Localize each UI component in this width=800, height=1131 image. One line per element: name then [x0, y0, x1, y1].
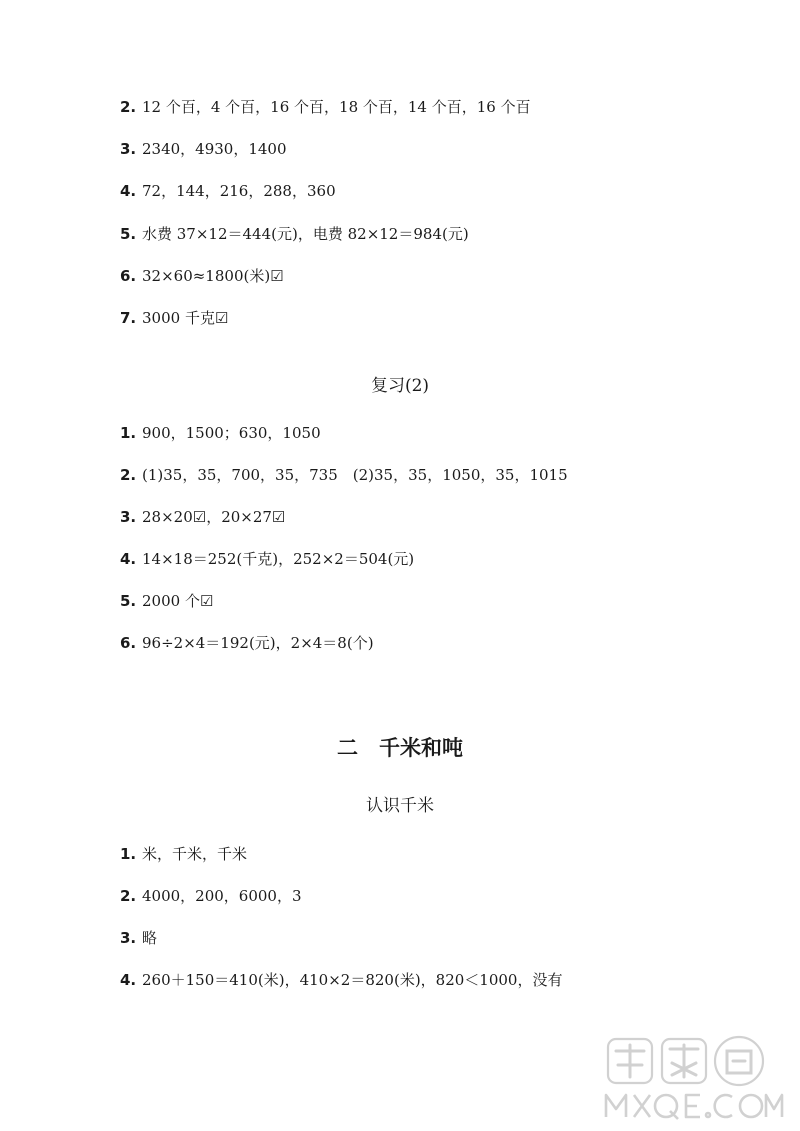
- item-number: 2.: [120, 466, 137, 484]
- answer-item: [120, 97, 531, 117]
- answer-item: [120, 139, 287, 159]
- answer-item: [120, 308, 228, 328]
- item-text: 32×60≈1800(米)☑: [142, 267, 284, 285]
- item-number: 3.: [120, 140, 137, 158]
- chapter-title: 二 千米和吨: [337, 736, 463, 760]
- item-text: 水费 37×12＝444(元)，电费 82×12＝984(元): [142, 225, 469, 243]
- item-number: 1.: [120, 845, 137, 863]
- answer-item: [120, 928, 157, 948]
- answer-item: [120, 224, 469, 244]
- item-number: 5.: [120, 225, 137, 243]
- item-text: 4000，200，6000，3: [142, 887, 302, 905]
- answer-item: [120, 549, 414, 569]
- answer-item: [120, 465, 568, 485]
- item-number: 6.: [120, 634, 137, 652]
- item-number: 3.: [120, 508, 137, 526]
- answer-item: [120, 886, 302, 906]
- item-text: 96÷2×4＝192(元)，2×4＝8(个): [142, 634, 374, 652]
- item-number: 4.: [120, 971, 137, 989]
- answer-item: [120, 507, 285, 527]
- item-text: (1)35，35，700，35，735 (2)35，35，1050，35，1015: [142, 466, 568, 484]
- item-text: 2340，4930，1400: [142, 140, 287, 158]
- item-text: 14×18＝252(千克)，252×2＝504(元): [142, 550, 415, 568]
- answer-item: [120, 181, 336, 201]
- answer-item: [120, 970, 562, 990]
- answer-item: [120, 591, 213, 611]
- item-number: 2.: [120, 98, 137, 116]
- answer-item: [120, 423, 321, 443]
- item-number: 3.: [120, 929, 137, 947]
- item-text: 260＋150＝410(米)，410×2＝820(米)，820＜1000，没有: [142, 971, 563, 989]
- item-text: 3000 千克☑: [142, 309, 229, 327]
- item-number: 5.: [120, 592, 137, 610]
- item-number: 6.: [120, 267, 137, 285]
- item-number: 7.: [120, 309, 137, 327]
- item-text: 2000 个☑: [142, 592, 214, 610]
- item-text: 28×20☑，20×27☑: [142, 508, 286, 526]
- item-text: 12 个百，4 个百，16 个百，18 个百，14 个百，16 个百: [142, 98, 531, 116]
- item-text: 略: [142, 929, 158, 947]
- item-number: 4.: [120, 182, 137, 200]
- section-title-know-km: 认识千米: [366, 796, 434, 816]
- item-number: 1.: [120, 424, 137, 442]
- watermark-logo: [596, 1035, 786, 1125]
- item-text: 72，144，216，288，360: [142, 182, 336, 200]
- item-number: 4.: [120, 550, 137, 568]
- answer-item: [120, 844, 247, 864]
- item-text: 米，千米，千米: [142, 845, 248, 863]
- answer-item: [120, 266, 284, 286]
- answer-item: [120, 633, 374, 653]
- section-title-review-2: 复习(2): [370, 376, 430, 396]
- item-text: 900，1500；630，1050: [142, 424, 321, 442]
- item-number: 2.: [120, 887, 137, 905]
